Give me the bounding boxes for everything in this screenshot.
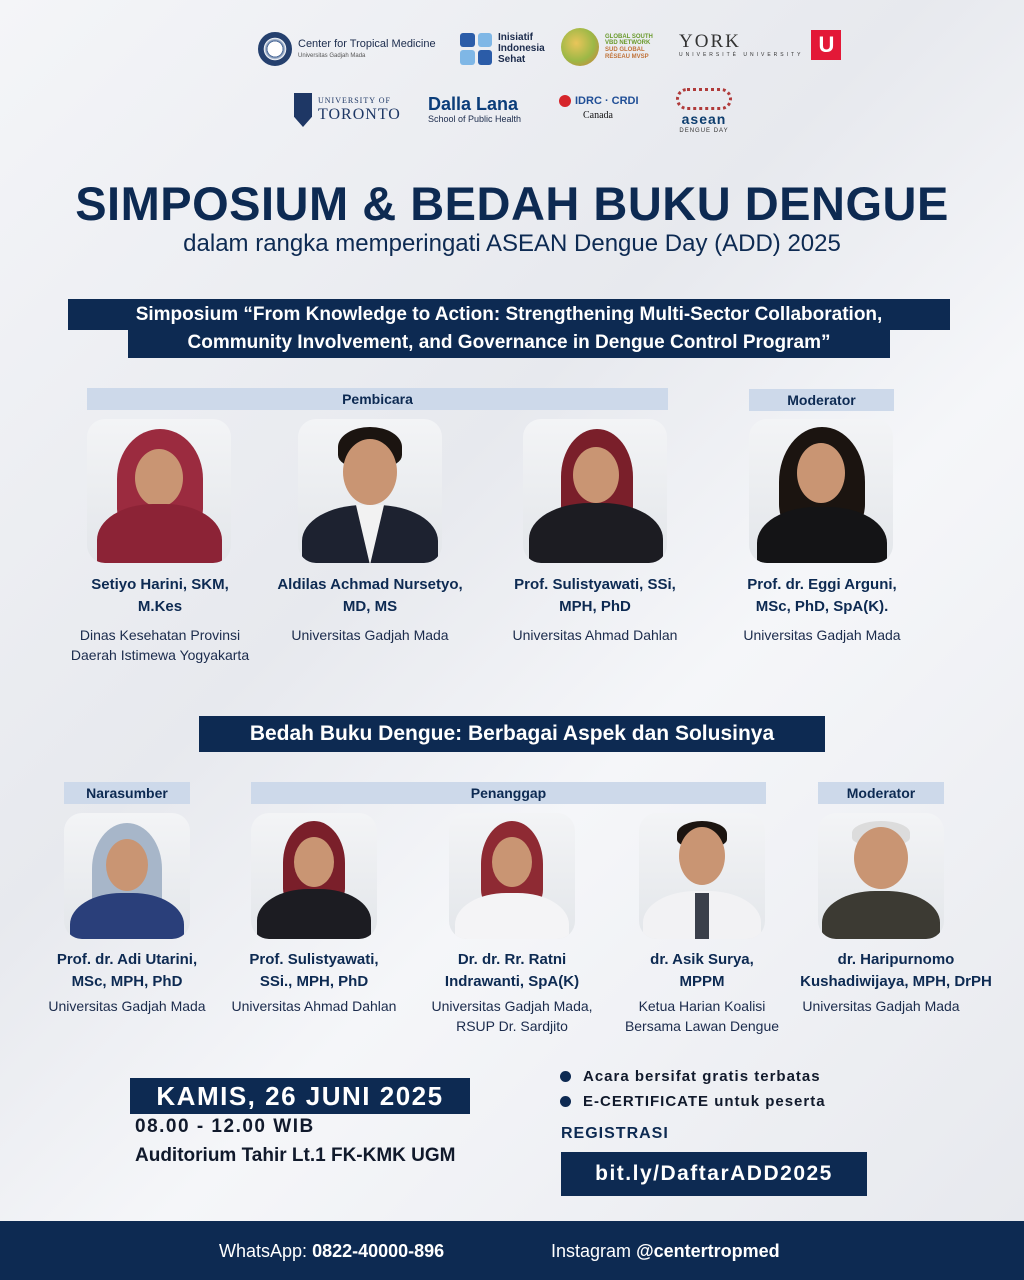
speaker-name-line2: MPH, PhD (559, 598, 631, 615)
responder-name-line1: Prof. Sulistyawati, (249, 951, 379, 968)
responder-name (602, 949, 802, 993)
moderator-photo-haripurnomo (818, 813, 944, 939)
maple-leaf-icon (559, 95, 571, 107)
speaker-affiliation-line1: Universitas Gadjah Mada (48, 998, 206, 1014)
speaker-name-line1: Setiyo Harini, SKM, (91, 576, 229, 593)
responder-name-line1: dr. Asik Surya, (650, 951, 754, 968)
idrc-crdi-logo (559, 95, 639, 121)
asean-dengue-day-logo (676, 88, 732, 134)
iis-mark-icon (460, 33, 492, 65)
gs-logo-line4: RÉSEAU MVSP (605, 53, 649, 60)
responder-name (412, 949, 612, 993)
resource-person-label: Narasumber (64, 782, 190, 804)
inisiatif-indonesia-sehat-logo (460, 32, 545, 65)
iis-logo-line2: Indonesia (498, 43, 545, 54)
speaker-affiliation (475, 625, 715, 645)
speaker-photo-aldilas-nursetyo (298, 419, 442, 563)
book-review-moderator-label: Moderator (818, 782, 944, 804)
speaker-photo-adi-utarini (64, 813, 190, 939)
speaker-affiliation-line1: Universitas Gadjah Mada (291, 627, 449, 643)
moderator-affiliation (702, 625, 942, 645)
ctm-logo-university: Universitas Gadjah Mada (298, 53, 366, 60)
moderator-name-line1: dr. Haripurnomo (837, 951, 955, 968)
responders-label: Penanggap (251, 782, 766, 804)
footer (0, 1221, 1024, 1280)
center-for-tropical-medicine-logo (258, 32, 436, 66)
info-bullet-text: Acara bersifat gratis terbatas (583, 1068, 821, 1085)
speaker-affiliation-line1: Universitas Ahmad Dahlan (512, 627, 678, 643)
speaker-name (495, 574, 695, 618)
speaker-affiliation (40, 625, 280, 665)
iis-logo-line3: Sehat (498, 54, 526, 65)
idrc-logo-name: IDRC · CRDI (575, 95, 639, 107)
instagram-label: Instagram (551, 1241, 632, 1261)
moderator-affiliation-line1: Universitas Gadjah Mada (743, 627, 901, 643)
moderator-name-line1: Prof. dr. Eggi Arguni, (747, 576, 897, 593)
moderator-affiliation (781, 996, 981, 1016)
whatsapp-contact[interactable] (219, 1241, 444, 1262)
page-subtitle: dalam rangka memperingati ASEAN Dengue Day (ADD) 2025 (183, 230, 841, 257)
responder-affiliation (412, 996, 612, 1036)
moderator-name-line2: Kushadiwijaya, MPH, DrPH (800, 973, 992, 990)
responder-affiliation-line1: Universitas Gadjah Mada, (431, 998, 593, 1014)
asean-rings-icon (676, 88, 732, 110)
responder-affiliation-line2: Bersama Lawan Dengue (624, 1018, 780, 1034)
event-time: 08.00 - 12.00 WIB (135, 1116, 315, 1137)
registration-link[interactable]: bit.ly/DaftarADD2025 (561, 1152, 867, 1196)
book-review-title: Bedah Buku Dengue: Berbagai Aspek dan Solusinya (199, 716, 825, 752)
responder-affiliation-line1: Ketua Harian Koalisi (638, 998, 766, 1014)
bullet-dot-icon (560, 1071, 571, 1082)
responder-name-line2: SSi., MPH, PhD (259, 973, 369, 990)
dalla-lana-logo-sub: School of Public Health (428, 113, 522, 124)
speakers-label: Pembicara (87, 388, 668, 410)
bullet-dot-icon (560, 1096, 571, 1107)
speaker-photo-sulistyawati (523, 419, 667, 563)
york-logo-sub: UNIVERSITÉ UNIVERSITY (679, 51, 804, 58)
speaker-name (30, 949, 224, 993)
whatsapp-label: WhatsApp: (219, 1241, 308, 1261)
responder-name (214, 949, 414, 993)
symposium-title-line2: Community Involvement, and Governance in Dengue Control Program” (128, 327, 890, 358)
speaker-name-line1: Aldilas Achmad Nursetyo, (277, 576, 463, 593)
moderator-name-line2: MSc, PhD, SpA(K). (755, 598, 889, 615)
event-venue: Auditorium Tahir Lt.1 FK-KMK UGM (135, 1145, 456, 1166)
gs-logo-line2: VBD NETWORK (605, 40, 651, 47)
speaker-affiliation-line2: Daerah Istimewa Yogyakarta (70, 647, 250, 663)
responder-affiliation-line1: Universitas Ahmad Dahlan (231, 998, 397, 1014)
responder-photo-asik-surya (639, 813, 765, 939)
york-u-icon: U (811, 30, 841, 60)
responder-name-line1: Dr. dr. Rr. Ratni (457, 951, 567, 968)
instagram-handle: @centertropmed (636, 1241, 780, 1261)
moderator-name (786, 949, 1006, 993)
info-bullet (560, 1068, 821, 1085)
iis-logo-line1: Inisiatif (498, 32, 534, 43)
speaker-name (256, 574, 484, 618)
gs-logo-line1: GLOBAL SOUTH (605, 33, 653, 40)
speaker-name-line1: Prof. dr. Adi Utarini, (56, 951, 198, 968)
registration-label: REGISTRASI (561, 1125, 669, 1142)
speaker-affiliation-line1: Dinas Kesehatan Provinsi (79, 627, 241, 643)
speaker-affiliation (250, 625, 490, 645)
add-logo-line1: asean (681, 111, 727, 127)
info-bullet (560, 1093, 826, 1110)
uoft-crest-icon (294, 93, 312, 127)
responder-photo-ratni-indrawanti (449, 813, 575, 939)
symposium-moderator-label: Moderator (749, 389, 894, 411)
university-of-toronto-logo (294, 93, 401, 127)
instagram-contact[interactable] (551, 1241, 780, 1262)
speaker-photo-setiyo-harini (87, 419, 231, 563)
speaker-name-line2: MSc, MPH, PhD (71, 973, 183, 990)
global-south-network-logo (561, 28, 653, 66)
moderator-photo-eggi-arguni (749, 419, 893, 563)
speaker-affiliation (30, 996, 224, 1016)
responder-affiliation (602, 996, 802, 1036)
speaker-name-line2: M.Kes (137, 598, 183, 615)
page-title: SIMPOSIUM & BEDAH BUKU DENGUE (75, 177, 949, 230)
speaker-name-line1: Prof. Sulistyawati, SSi, (514, 576, 676, 593)
whatsapp-number: 0822-40000-896 (312, 1241, 445, 1261)
canada-wordmark: Canada (583, 110, 613, 121)
speaker-name-line2: MD, MS (342, 598, 398, 615)
responder-name-line2: MPPM (679, 973, 725, 990)
symposium-title-line1: Simposium “From Knowledge to Action: Strengthening Multi-Sector Collaboration, (68, 299, 950, 330)
uoft-logo-line1: UNIVERSITY OF (318, 95, 391, 105)
info-bullet-text: E-CERTIFICATE untuk peserta (583, 1093, 826, 1110)
ugm-seal-icon (258, 32, 292, 66)
ctm-logo-name: Center for Tropical Medicine (298, 38, 436, 51)
responder-affiliation (214, 996, 414, 1016)
globe-icon (561, 28, 599, 66)
add-logo-line2: DENGUE DAY (679, 128, 729, 134)
event-date: KAMIS, 26 JUNI 2025 (130, 1078, 470, 1114)
uoft-logo-line2: TORONTO (318, 105, 401, 123)
moderator-affiliation-line1: Universitas Gadjah Mada (802, 998, 960, 1014)
responder-name-line2: Indrawanti, SpA(K) (444, 973, 580, 990)
responder-photo-sulistyawati (251, 813, 377, 939)
moderator-name (712, 574, 932, 618)
york-logo-word: YORK (679, 30, 741, 52)
york-university-logo (679, 30, 841, 60)
gs-logo-line3: SUD GLOBAL (605, 47, 645, 53)
speaker-name (60, 574, 260, 618)
responder-affiliation-line2: RSUP Dr. Sardjito (456, 1018, 568, 1034)
dalla-lana-logo (428, 95, 521, 125)
dalla-lana-logo-name: Dalla Lana (428, 94, 519, 114)
